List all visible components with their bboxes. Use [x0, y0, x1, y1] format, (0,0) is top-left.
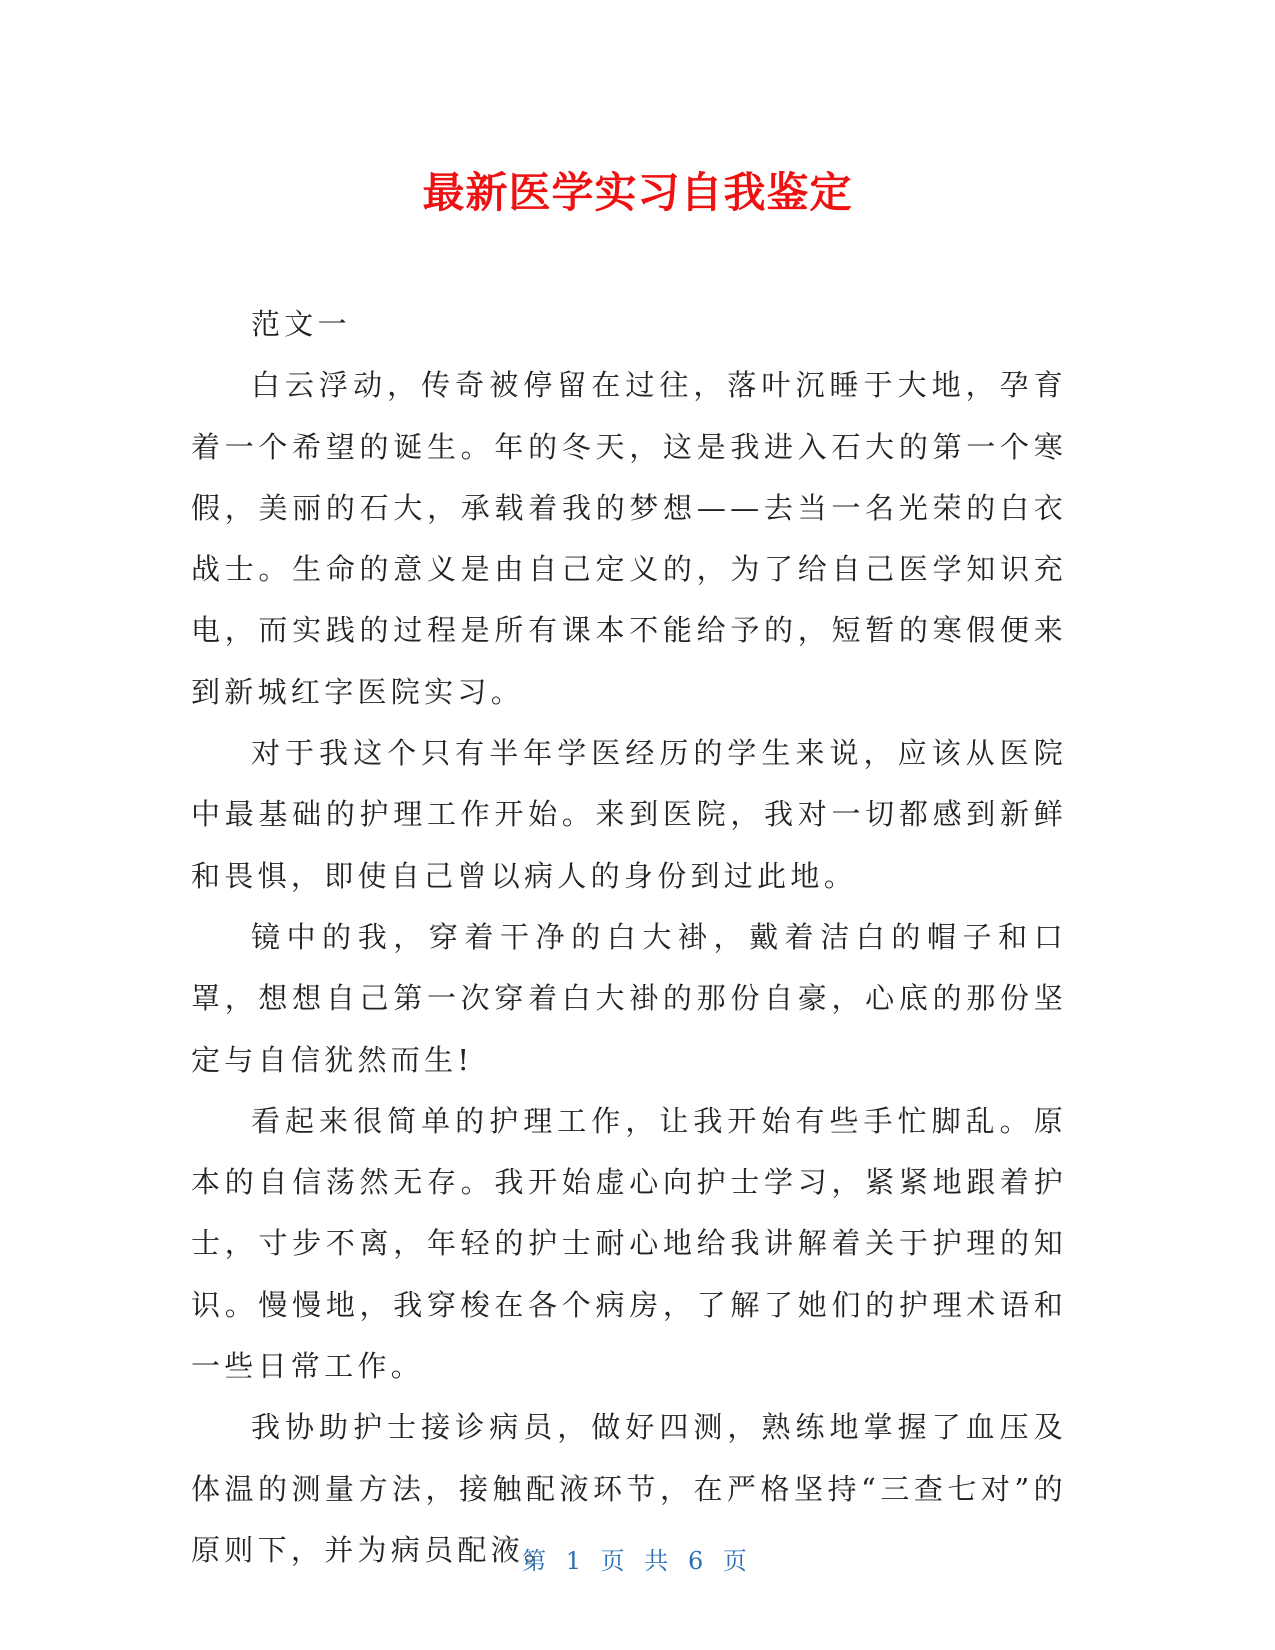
page-number-footer: 第 1 页 共 6 页 — [522, 1547, 753, 1575]
document-title: 最新医学实习自我鉴定 — [422, 168, 853, 217]
paragraph: 对于我这个只有半年学医经历的学生来说，应该从医院中最基础的护理工作开始。来到医院，我对一切都感到新鲜和畏惧，即使自己曾以病人的身份到过此地。 — [191, 736, 1067, 893]
paragraph: 看起来很简单的护理工作，让我开始有些手忙脚乱。原本的自信荡然无存。我开始虚心向护士学习，紧紧地跟着护士，寸步不离，年轻的护士耐心地给我讲解着关于护理的知识。慢慢地，我穿梭在各个病房，了解了她们的护理术语和一些日常工作。 — [191, 1103, 1067, 1384]
document-body — [191, 294, 1067, 1581]
paragraph: 我协助护士接诊病员，做好四测，熟练地掌握了血压及体温的测量方法，接触配液环节，在严格坚持“三查七对”的原则下，并为病员配液。 — [191, 1410, 1067, 1567]
paragraph: 白云浮动，传奇被停留在过往，落叶沉睡于大地，孕育着一个希望的诞生。年的冬天，这是我进入石大的第一个寒假，美丽的石大，承载着我的梦想——去当一名光荣的白衣战士。生命的意义是由自己定义的，为了给自己医学知识充电，而实践的过程是所有课本不能给予的，短暂的寒假便来到新城红字医院实习。 — [191, 368, 1067, 709]
paragraph-heading: 范文一 — [251, 307, 351, 341]
paragraph: 镜中的我，穿着干净的白大褂，戴着洁白的帽子和口罩，想想自己第一次穿着白大褂的那份自豪，心底的那份坚定与自信犹然而生! — [191, 919, 1067, 1077]
